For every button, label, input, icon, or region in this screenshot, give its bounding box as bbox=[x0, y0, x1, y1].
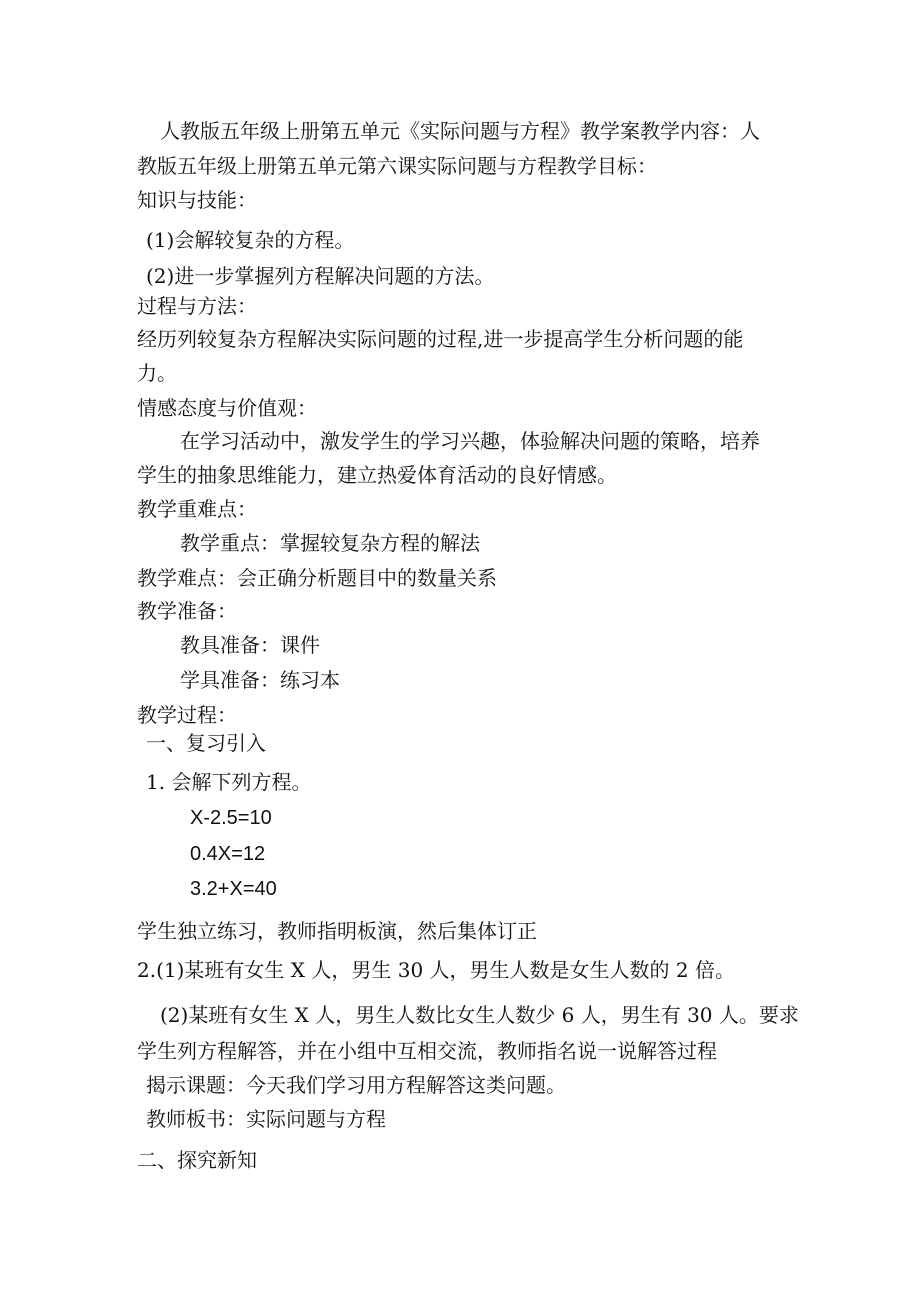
teaching-process-heading: 教学过程： bbox=[137, 703, 237, 727]
preparation-heading: 教学准备： bbox=[137, 599, 237, 623]
preparation-teacher: 教具准备：课件 bbox=[180, 633, 320, 657]
knowledge-item-2: (2)进一步掌握列方程解决问题的方法。 bbox=[146, 264, 495, 288]
intro-line-1: 人教版五年级上册第五单元《实际问题与方程》教学案教学内容：人 bbox=[160, 119, 760, 143]
emotion-line-1: 在学习活动中，激发学生的学习兴趣，体验解决问题的策略，培养 bbox=[180, 429, 760, 453]
reveal-topic: 揭示课题：今天我们学习用方程解答这类问题。 bbox=[146, 1073, 566, 1097]
practice-note: 学生独立练习，教师指明板演，然后集体订正 bbox=[137, 919, 537, 943]
section-1-title: 一、复习引入 bbox=[146, 731, 266, 755]
problem-1: 2.(1)某班有女生 X 人，男生 30 人，男生人数是女生人数的 2 倍。 bbox=[137, 958, 735, 982]
process-line-1: 经历列较复杂方程解决实际问题的过程,进一步提高学生分析问题的能 bbox=[137, 327, 744, 351]
emotion-heading: 情感态度与价值观： bbox=[137, 396, 317, 420]
preparation-student: 学具准备：练习本 bbox=[180, 668, 340, 692]
key-point-focus: 教学重点：掌握较复杂方程的解法 bbox=[180, 531, 480, 555]
problem-2-line-2: 学生列方程解答，并在小组中互相交流，教师指名说一说解答过程 bbox=[137, 1039, 717, 1063]
equation-3: 3.2+X=40 bbox=[190, 878, 277, 900]
equation-1: X-2.5=10 bbox=[190, 807, 272, 829]
key-points-heading: 教学重难点： bbox=[137, 497, 257, 521]
section-2-title: 二、探究新知 bbox=[137, 1148, 257, 1172]
equation-2: 0.4X=12 bbox=[190, 843, 266, 865]
problem-2-line-1: (2)某班有女生 X 人，男生人数比女生人数少 6 人，男生有 30 人。要求 bbox=[160, 1003, 799, 1027]
process-line-2: 力。 bbox=[137, 361, 177, 385]
knowledge-heading: 知识与技能： bbox=[137, 188, 257, 212]
key-point-difficulty: 教学难点：会正确分析题目中的数量关系 bbox=[137, 566, 497, 590]
intro-line-2: 教版五年级上册第五单元第六课实际问题与方程教学目标： bbox=[137, 154, 657, 178]
task-1: 1. 会解下列方程。 bbox=[146, 770, 312, 794]
emotion-line-2: 学生的抽象思维能力，建立热爱体育活动的良好情感。 bbox=[137, 463, 617, 487]
knowledge-item-1: (1)会解较复杂的方程。 bbox=[146, 228, 355, 252]
teacher-board: 教师板书：实际问题与方程 bbox=[146, 1107, 386, 1131]
process-heading: 过程与方法： bbox=[137, 294, 257, 318]
